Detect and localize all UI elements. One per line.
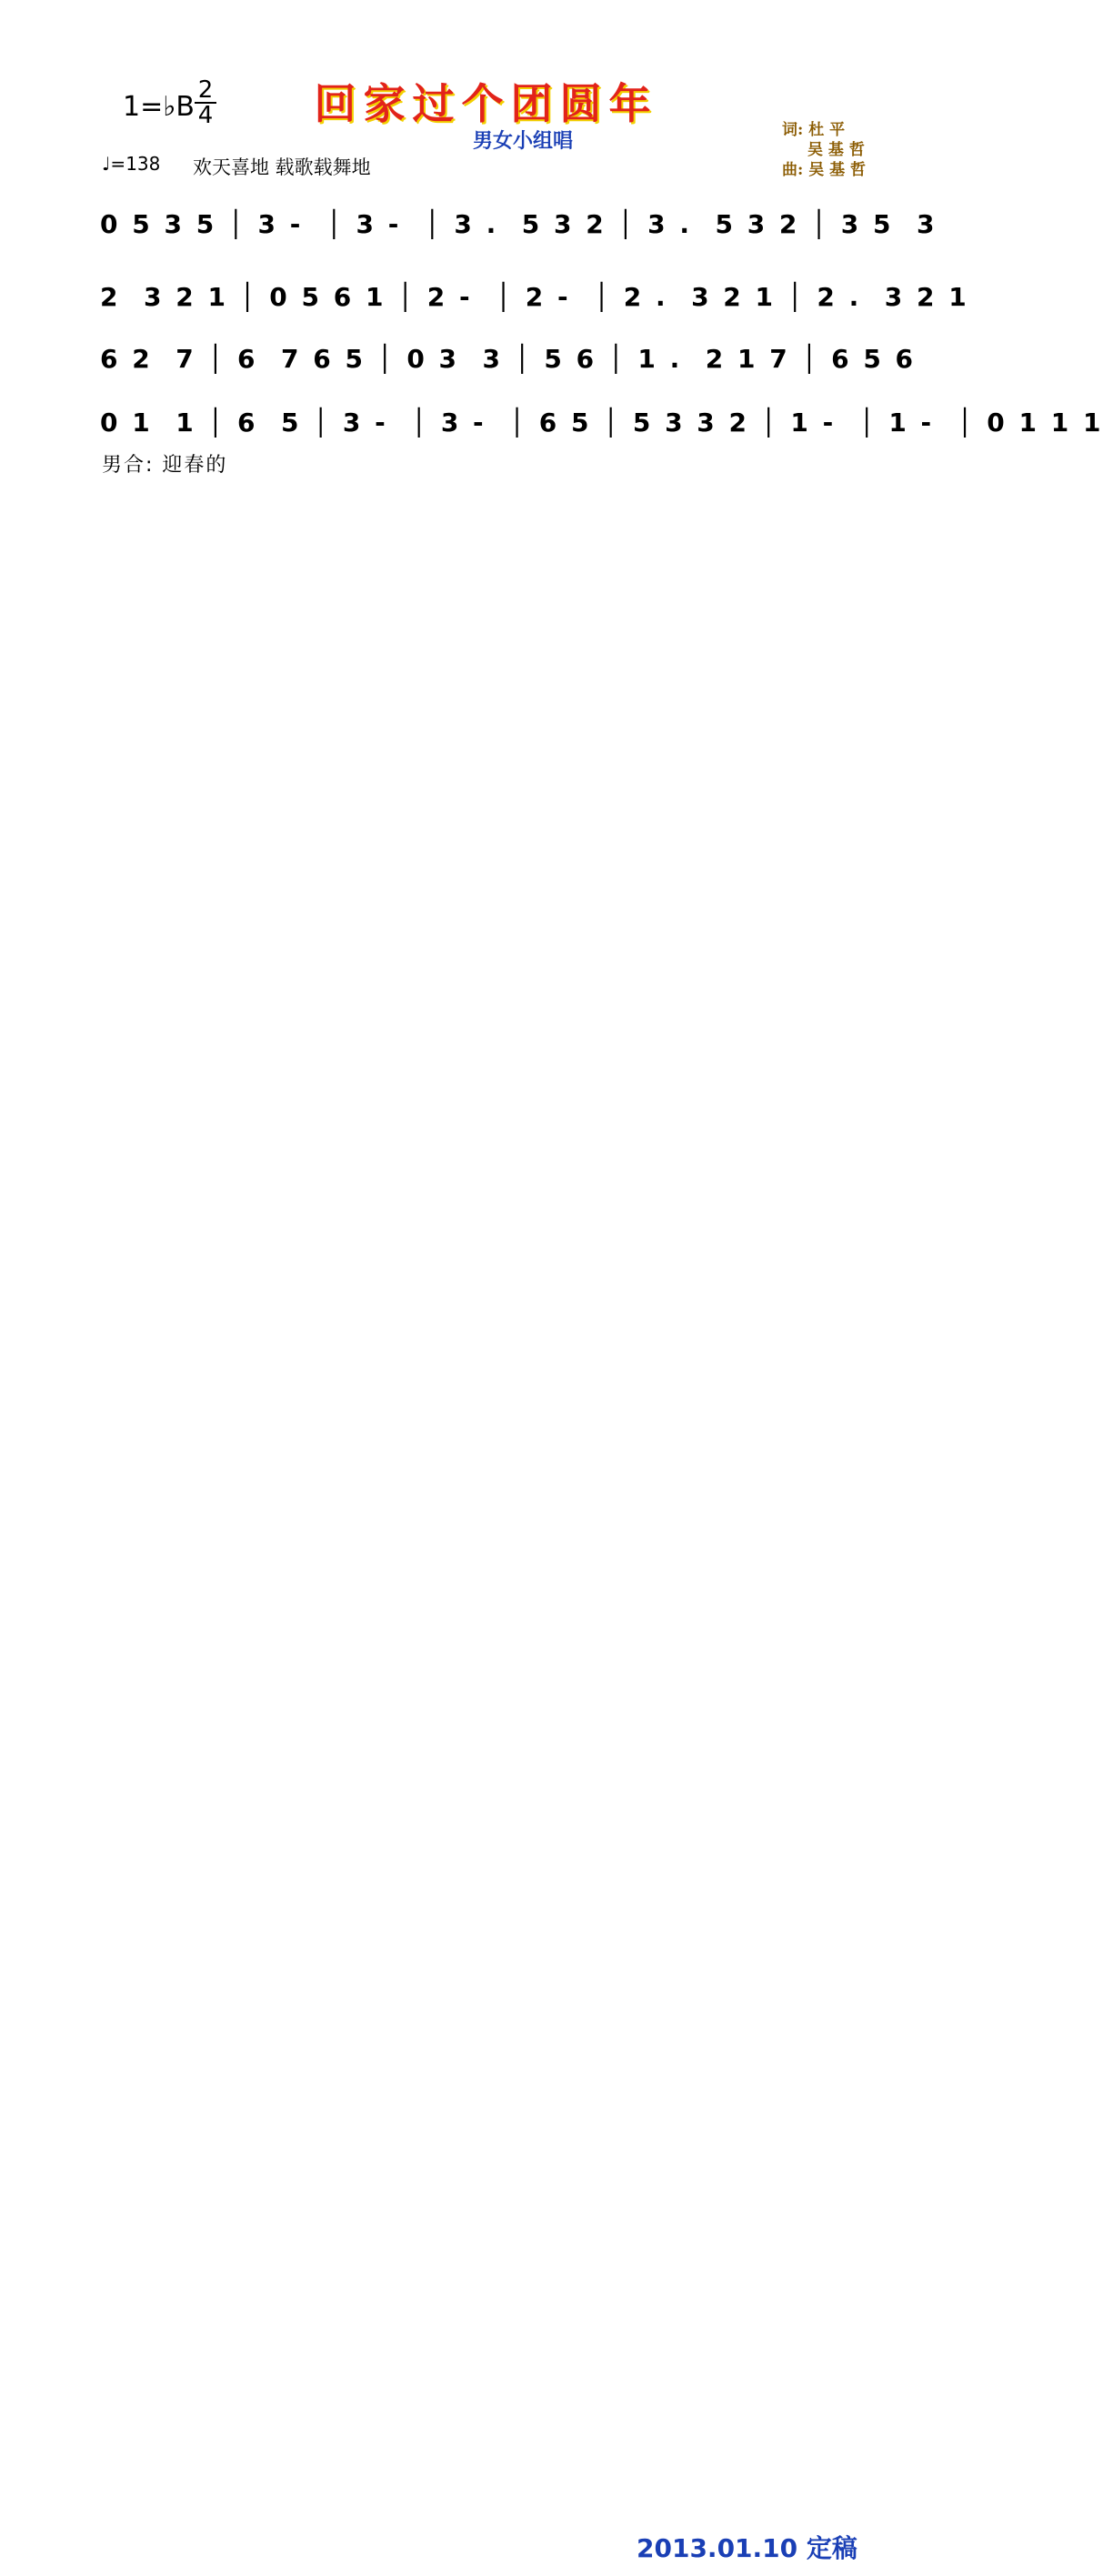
title: 回家过个团圆年	[314, 79, 658, 128]
finalize-date: 2013.01.10 定稿	[637, 2533, 857, 2563]
time-signature-bottom: 4	[197, 102, 214, 129]
key-signature: 1=♭B	[123, 91, 195, 123]
notation-row: 6 2 7 │ 6 7 6 5 │ 0 3 3 │ 5 6 │ 1 . 2 1 7 │ 6 5 6	[100, 344, 917, 374]
lyricist: 词: 杜 平	[782, 121, 846, 139]
lyricist-2: 吴 基 哲	[807, 141, 865, 159]
notation-row: 0 5 3 5 │ 3 - │ 3 - │ 3 . 5 3 2 │ 3 . 5 3 2 │ 3 5 3	[100, 209, 938, 239]
composer: 曲: 吴 基 哲	[782, 161, 867, 179]
time-signature-top: 2	[197, 76, 214, 104]
notation-row: 0 1 1 │ 6 5 │ 3 - │ 3 - │ 6 5 │ 5 3 3 2 │ 1 - │ 1 - │ 0 1 1 1	[100, 408, 1103, 438]
notation-row: 2 3 2 1 │ 0 5 6 1 │ 2 - │ 2 - │ 2 . 3 2 1 │ 2 . 3 2 1	[100, 282, 969, 312]
expression-mark: 欢天喜地 载歌载舞地	[193, 156, 371, 178]
lyric-line: 男合: 迎春的	[102, 454, 228, 477]
subtitle: 男女小组唱	[473, 130, 574, 153]
tempo-mark: ♩=138	[102, 153, 161, 175]
